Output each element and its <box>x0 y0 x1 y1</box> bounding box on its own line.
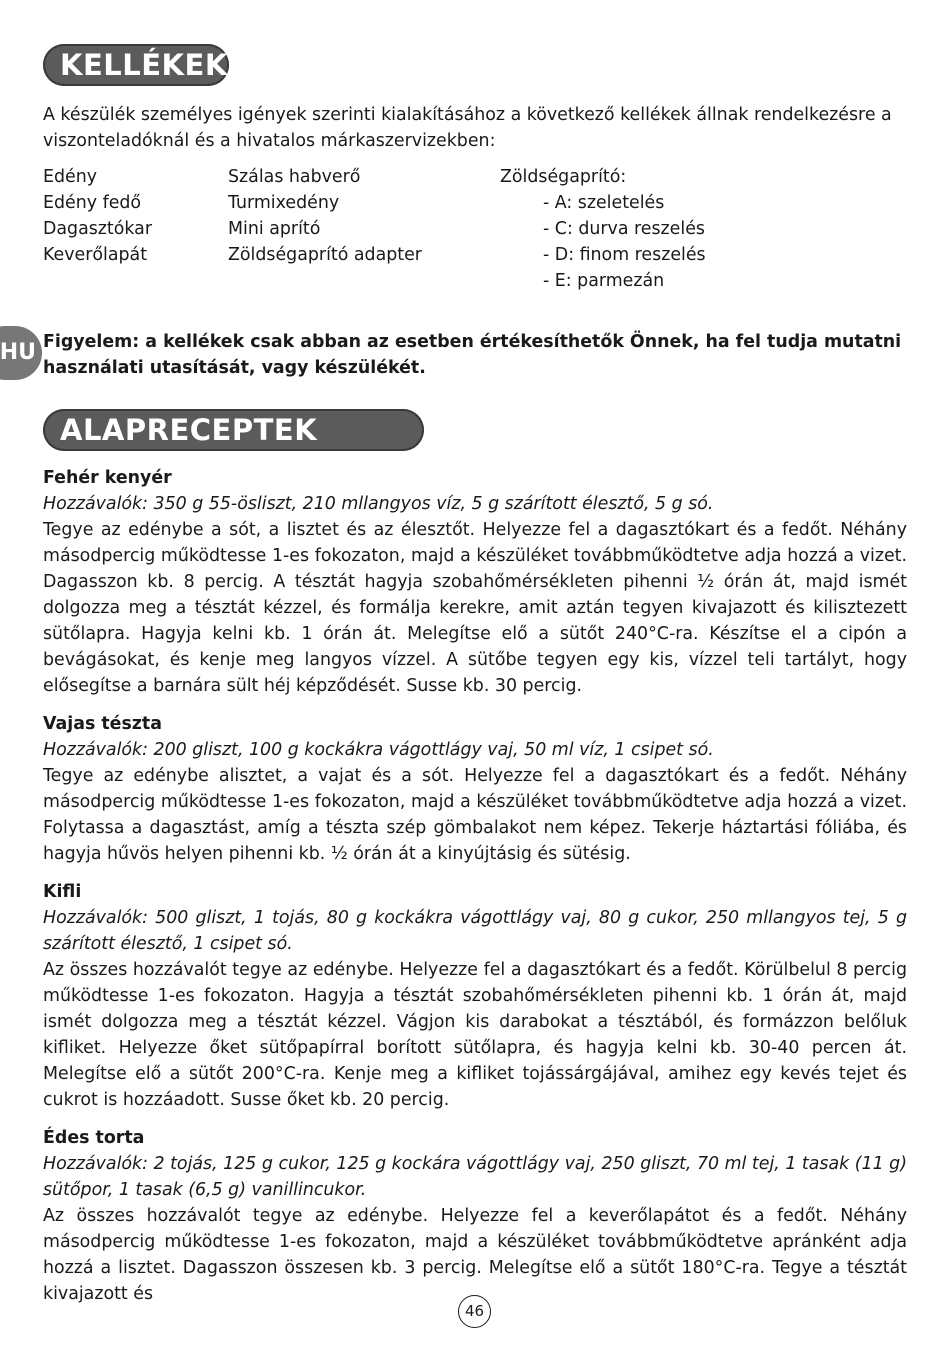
recipe-ingredients: Hozzávalók: 350 g 55-ösliszt, 210 mllangyos víz, 5 g szárított élesztő, 5 g só. <box>43 494 714 514</box>
accessory-item: Szálas habverő <box>228 167 361 187</box>
recipe-ingredients: Hozzávalók: 200 gliszt, 100 g kockákra vágottlágy vaj, 50 ml víz, 1 csipet só. <box>43 740 714 760</box>
accessory-item: Mini aprító <box>228 219 321 239</box>
accessory-subitem: - E: parmezán <box>543 271 665 291</box>
vegetable-chopper-title: Zöldségaprító: <box>500 167 627 187</box>
recipe-ingredients: Hozzávalók: 500 gliszt, 1 tojás, 80 g kockákra vágottlágy vaj, 80 g cukor, 250 mllangyos tej, 5 g szárított élesztő, 1 csipet só. <box>43 908 907 954</box>
recipe-ingredients: Hozzávalók: 2 tojás, 125 g cukor, 125 g kockára vágottlágy vaj, 250 gliszt, 70 ml tej, 1 tasak (11 g) sütőpor, 1 tasak (6,5 g) vanillincukor. <box>43 1154 907 1200</box>
recipe-title: Vajas tészta <box>43 714 162 734</box>
accessory-item: Dagasztókar <box>43 219 152 239</box>
recipe-title: Fehér kenyér <box>43 468 172 488</box>
recipe-white-bread <box>43 465 907 699</box>
accessory-item: Zöldségaprító adapter <box>228 245 422 265</box>
accessory-item: Edény fedő <box>43 193 142 213</box>
recipe-sweet-cake <box>43 1125 907 1307</box>
accessories-column-2 <box>228 164 422 268</box>
language-tab: HU <box>0 326 42 380</box>
accessory-item: Edény <box>43 167 98 187</box>
accessories-column-1 <box>43 164 152 268</box>
section-heading-accessories: KELLÉKEK <box>43 44 229 86</box>
warning-note: Figyelem: a kellékek csak abban az esetben értékesíthetők Önnek, ha fel tudja mutatni használati utasítását, vagy készülékét. <box>43 332 902 378</box>
section-heading-recipes: ALAPRECEPTEK <box>43 409 424 451</box>
recipe-shortcrust <box>43 711 907 867</box>
intro-paragraph: A készülék személyes igények szerinti kialakításához a következő kellékek állnak rendelkezésre a viszonteladóknál és a hivatalos márkaszervizekben: <box>43 105 892 151</box>
recipe-croissant <box>43 879 907 1113</box>
recipe-body: Az összes hozzávalót tegye az edénybe. Helyezze fel a dagasztókart és a fedőt. Körülbelul 8 percig működtesse 1-es fokozaton. Hagyja a tésztát szobahőmérsékleten pihenni kb. 1 órán át, majd ismét dolgozza meg a tésztát kézzel. Vágjon kis darabokat a tésztából, és formázzon belőluk kifliket. Helyezze őket sütőpapírral borított sütőlapra, és hagyja kelni kb. 30-40 percen át. Melegítse elő a sütőt 200°C-ra. Kenje meg a kifliket tojássárgájával, amihez egy kevés tejet és cukrot is hozzáadott. Susse őket kb. 20 percig. <box>43 960 907 1110</box>
recipe-title: Édes torta <box>43 1128 145 1148</box>
page-number: 46 <box>458 1295 491 1328</box>
recipe-body: Tegye az edénybe a sót, a lisztet és az élesztőt. Helyezze fel a dagasztókart és a fedőt. Néhány másodpercig működtesse 1-es fokozaton, majd a készüléket továbbműködtetve adja hozzá a vizet. Dagasszon kb. 8 percig. A tésztát hagyja szobahőmérsékleten pihenni ½ órán át, majd ismét dolgozza meg a tésztát kézzel, és formálja kerekre, amit aztán tegyen kivajazott és kilisztezett sütőlapra. Hagyja kelni kb. 1 órán át. Melegítse elő a sütőt 240°C-ra. Készítse el a cipón a bevágásokat, és kenje meg langyos vízzel. A sütőbe tegyen egy kis, vízzel teli tartályt, hogy elősegítse a barnára sült héj képződését. Susse kb. 30 percig. <box>43 520 907 696</box>
accessory-subitem: - C: durva reszelés <box>543 219 705 239</box>
recipe-body: Az összes hozzávalót tegye az edénybe. Helyezze fel a keverőlapátot és a fedőt. Néhány másodpercig működtesse 1-es fokozaton, majd a készüléket továbbműködtetve apránként adja hozzá a lisztet. Dagasszon összesen kb. 3 percig. Melegítse elő a sütőt 180°C-ra. Tegye a tésztát kivajazott és <box>43 1206 907 1304</box>
recipe-body: Tegye az edénybe alisztet, a vajat és a sót. Helyezze fel a dagasztókart és a fedőt. Néhány másodpercig működtesse 1-es fokozaton, majd a készüléket továbbműködtetve adja hozzá a vizet. Folytassa a dagasztást, amíg a tészta szép gömbalakot nem képez. Tekerje háztartási fóliába, és hagyja hűvös helyen pihenni kb. ½ órán át a kinyújtásig és sütésig. <box>43 766 907 864</box>
recipe-title: Kifli <box>43 882 82 902</box>
accessory-subitem: - D: finom reszelés <box>543 245 706 265</box>
accessory-item: Keverőlapát <box>43 245 148 265</box>
accessory-subitem: - A: szeletelés <box>543 193 665 213</box>
accessory-item: Turmixedény <box>228 193 340 213</box>
accessories-column-3 <box>500 164 706 294</box>
